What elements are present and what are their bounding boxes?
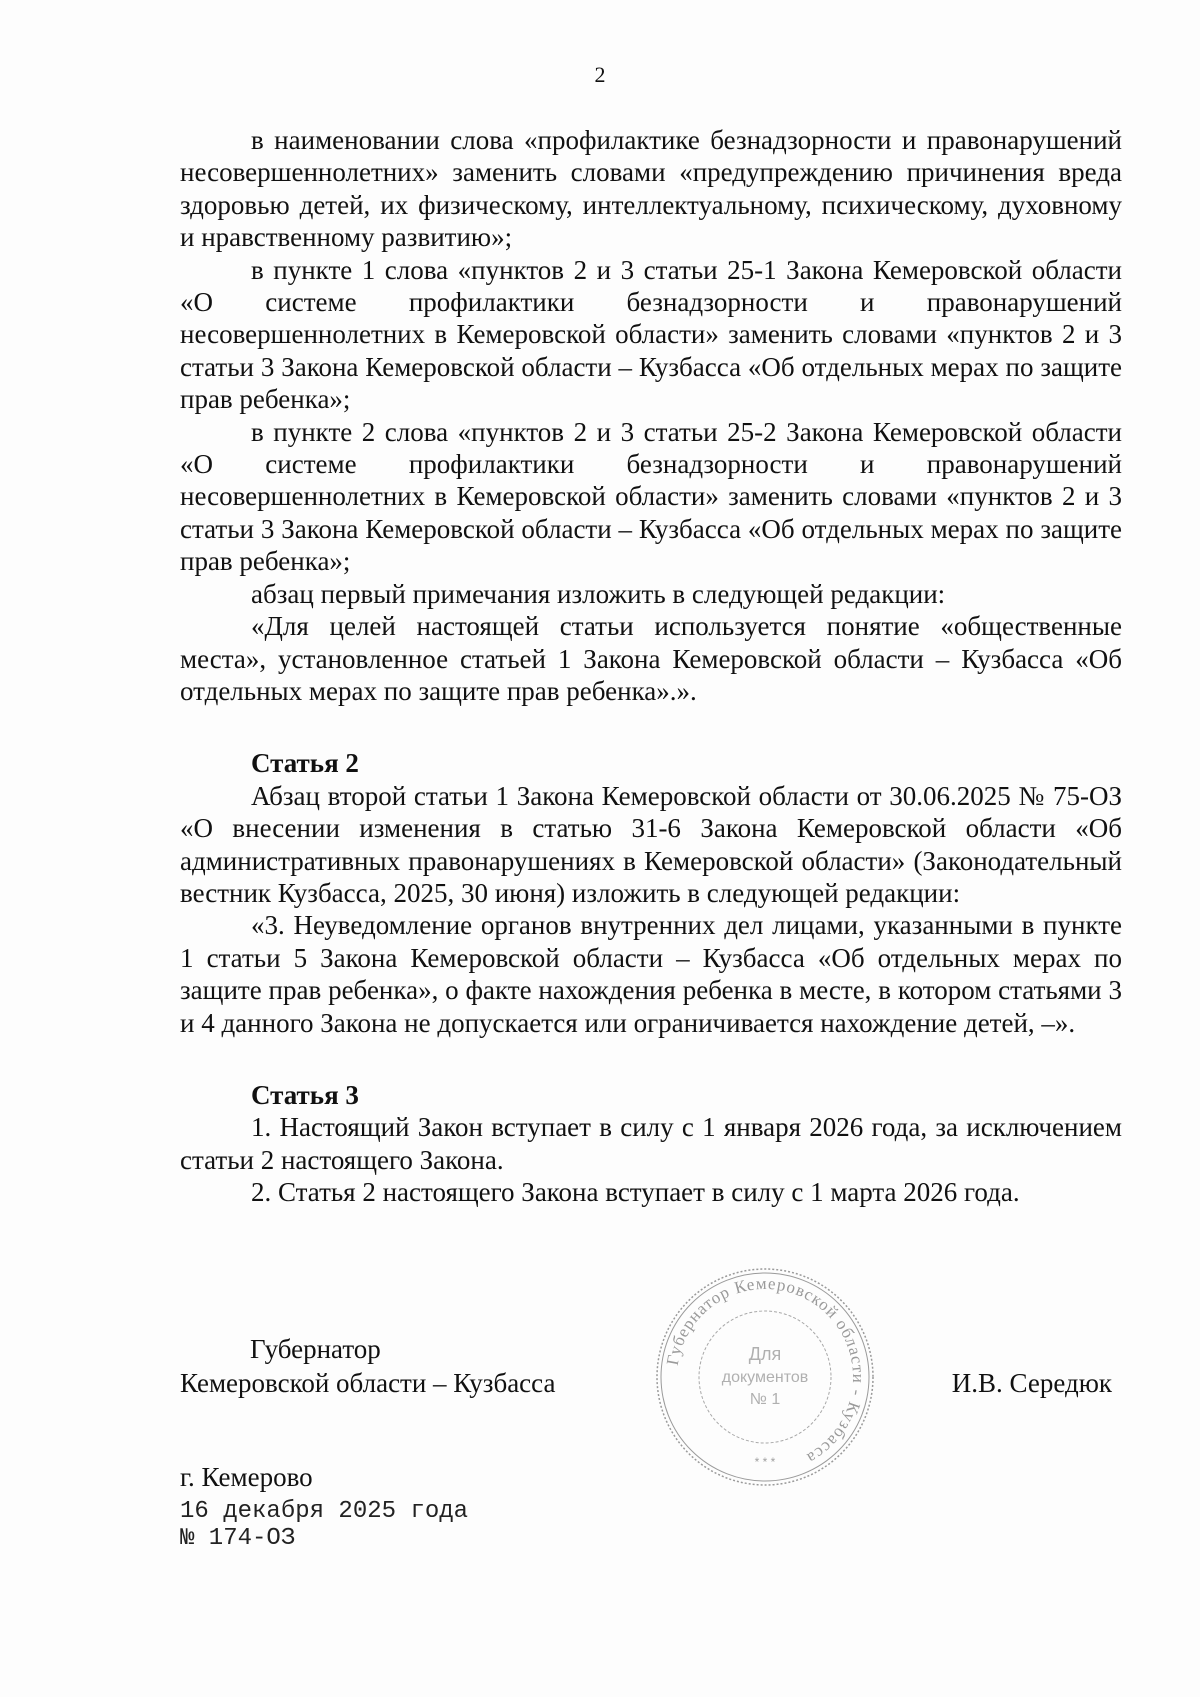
article-2-heading: Статья 2 xyxy=(251,748,359,779)
signatory-name: И.В. Середюк xyxy=(951,1368,1112,1398)
law-number: № 174-ОЗ xyxy=(180,1525,296,1552)
seal-center-line: документов xyxy=(721,1369,809,1386)
place-of-signing: г. Кемерово xyxy=(180,1462,313,1492)
paragraph: в пункте 1 слова «пунктов 2 и 3 статьи 25-1 Закона Кемеровской области «О системе профилактики безнадзорности и правонарушений несовершеннолетних в Кемеровской области» заменить словами «пунктов 2 и 3 статьи 3 Закона Кемеровской области – Кузбасса «Об отдельных мерах по защите прав ребенка»; xyxy=(180,254,1122,415)
paragraph: 2. Статья 2 настоящего Закона вступает в силу с 1 марта 2026 года. xyxy=(251,1177,1020,1208)
paragraph: Абзац второй статьи 1 Закона Кемеровской области от 30.06.2025 № 75-ОЗ «О внесении изменения в статью 31-6 Закона Кемеровской области «Об административных правонарушениях в Кемеровской области» (Законодательный вестник Кузбасса, 2025, 30 июня) изложить в следующей редакции: xyxy=(180,780,1122,908)
seal-center-line: № 1 xyxy=(749,1391,781,1408)
article-3-heading: Статья 3 xyxy=(251,1079,359,1110)
paragraph: 1. Настоящий Закон вступает в силу с 1 января 2026 года, за исключением статьи 2 настоящего Закона. xyxy=(180,1112,1122,1175)
signatory-region: Кемеровской области – Кузбасса xyxy=(180,1368,556,1398)
signing-date: 16 декабря 2025 года xyxy=(180,1498,469,1525)
spacer xyxy=(180,707,1122,747)
paragraph: в наименовании слова «профилактике безнадзорности и правонарушений несовершеннолетних» заменить словами «предупреждению причинения вреда здоровью детей, их физическому, интеллектуальному, психическому, духовному и нравственному развитию»; xyxy=(180,125,1122,253)
paragraph: «Для целей настоящей статьи используется понятие «общественные места», установленное статьей 1 Закона Кемеровской области – Кузбасса «Об отдельных мерах по защите прав ребенка».». xyxy=(180,611,1122,706)
paragraph: абзац первый примечания изложить в следующей редакции: xyxy=(251,578,946,609)
date-number-block xyxy=(180,1498,468,1552)
seal-ring-text: Губернатор Кемеровской области - Кузбасса xyxy=(662,1273,869,1469)
seal-center-line: Для xyxy=(748,1344,782,1364)
signature-block xyxy=(180,1332,1122,1400)
paragraph: в пункте 2 слова «пунктов 2 и 3 статьи 25-2 Закона Кемеровской области «О системе профилактики безнадзорности и правонарушений несовершеннолетних в Кемеровской области» заменить словами «пунктов 2 и 3 статьи 3 Закона Кемеровской области – Кузбасса «Об отдельных мерах по защите прав ребенка»; xyxy=(180,416,1122,577)
signatory-position: Губернатор xyxy=(250,1334,381,1364)
page-number: 2 xyxy=(594,62,606,87)
seal-stars: * * * xyxy=(754,1455,776,1469)
spacer xyxy=(180,1039,1122,1079)
paragraph: «3. Неуведомление органов внутренних дел лицами, указанными в пункте 1 статьи 5 Закона Кемеровской области – Кузбасса «Об отдельных мерах по защите прав ребенка», о факте нахождения ребенка в месте, в котором статьями 3 и 4 данного Закона не допускается или ограничивается нахождение детей, –». xyxy=(180,910,1122,1038)
document-body xyxy=(180,124,1122,1209)
